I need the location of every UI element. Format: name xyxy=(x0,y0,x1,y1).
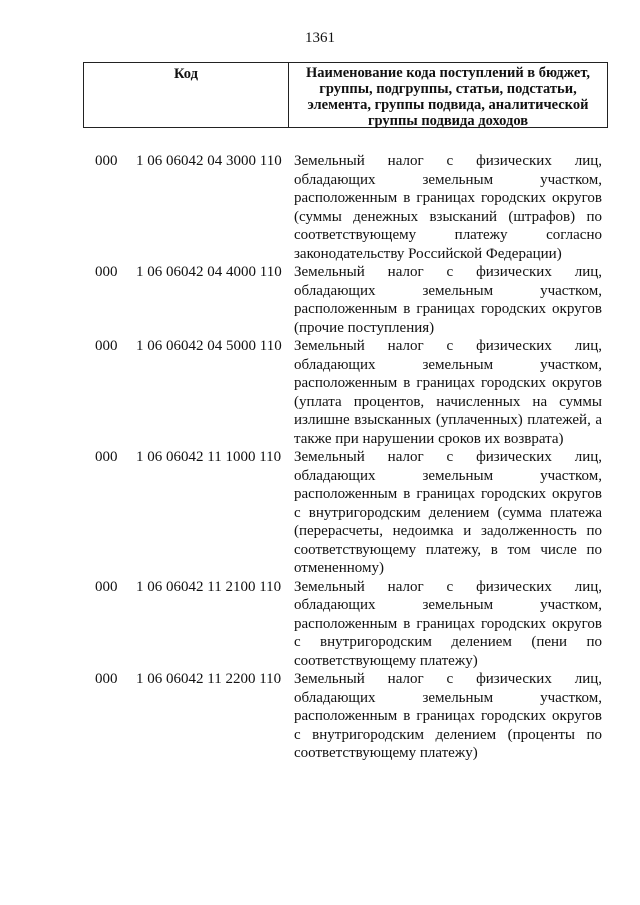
row-description: Земельный налог с физических лиц, обладающих земельным участком, расположенным в границах городских округов с внутригородским делением (сумма платежа (перерасчеты, недоимка и задолженность по соответствующему платежу, в том числе по отмененному) xyxy=(294,449,602,576)
row-description: Земельный налог с физических лиц, обладающих земельным участком, расположенным в границах городских округов (суммы денежных взысканий (штрафов) по соответствующему платежу согласно законодательству Российской Федерации) xyxy=(294,153,602,262)
table-row xyxy=(0,337,640,448)
table-row xyxy=(0,670,640,763)
row-revenue-code: 1 06 06042 11 2200 110 xyxy=(136,671,282,687)
row-admin-code: 000 xyxy=(95,153,118,169)
table-row xyxy=(0,263,640,337)
revenue-code-list xyxy=(0,152,640,763)
row-admin-code: 000 xyxy=(95,264,118,280)
row-description: Земельный налог с физических лиц, обладающих земельным участком, расположенным в границах городских округов с внутригородским делением (проценты по соответствующему платежу) xyxy=(294,671,602,761)
row-revenue-code: 1 06 06042 11 1000 110 xyxy=(136,449,282,465)
header-code-column: Код xyxy=(84,63,289,127)
page-number: 1361 xyxy=(305,30,335,46)
row-admin-code: 000 xyxy=(95,449,118,465)
row-admin-code: 000 xyxy=(95,578,118,595)
header-name-column: Наименование кода поступлений в бюджет, группы, подгруппы, статьи, подстатьи, элемента, группы подвида, аналитической группы подвида доходов xyxy=(305,65,591,129)
row-description: Земельный налог с физических лиц, обладающих земельным участком, расположенным в границах городских округов (уплата процентов, начисленных на суммы излишне взысканных (уплаченных) платежей, а также при нарушении сроков их возврата) xyxy=(294,338,602,447)
table-row xyxy=(0,152,640,263)
row-admin-code: 000 xyxy=(95,338,118,354)
row-admin-code: 000 xyxy=(95,671,118,687)
table-row xyxy=(0,448,640,578)
row-description: Земельный налог с физических лиц, обладающих земельным участком, расположенным в границах городских округов (прочие поступления) xyxy=(294,264,602,336)
table-row xyxy=(0,578,640,671)
row-revenue-code: 1 06 06042 11 2100 110 xyxy=(136,578,282,595)
table-header xyxy=(83,62,608,128)
row-description: Земельный налог с физических лиц, обладающих земельным участком, расположенным в границах городских округов с внутригородским делением (пени по соответствующему платежу) xyxy=(294,578,602,669)
row-revenue-code: 1 06 06042 04 3000 110 xyxy=(136,153,282,169)
row-revenue-code: 1 06 06042 04 4000 110 xyxy=(136,264,282,280)
row-revenue-code: 1 06 06042 04 5000 110 xyxy=(136,338,282,354)
